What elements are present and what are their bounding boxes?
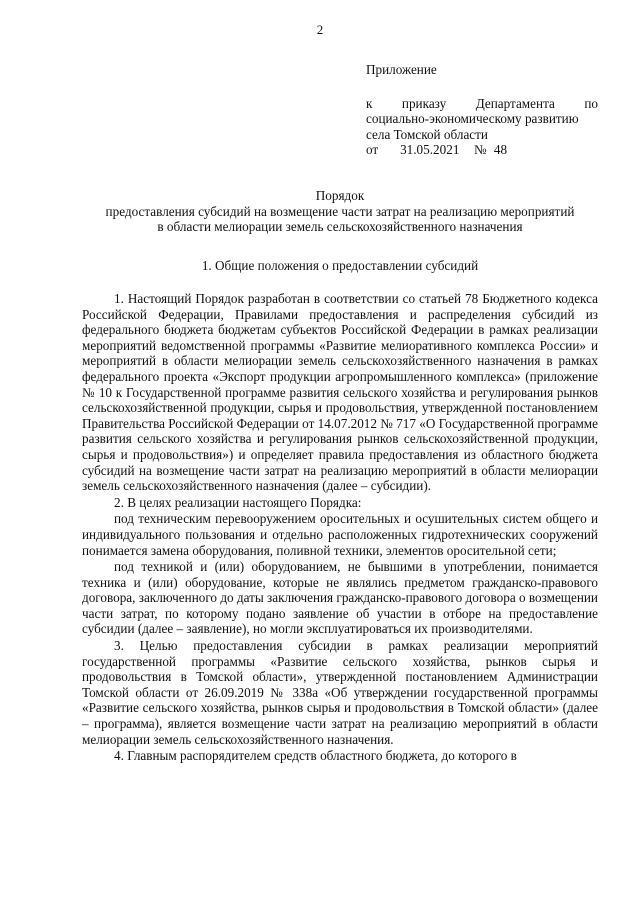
paragraph: 4. Главным распорядителем средств областного бюджета, до которого в [114,748,517,764]
heading-subtitle: предоставления субсидий на возмещение части затрат на реализацию мероприятий [105,203,575,219]
paragraph: 1. Настоящий Порядок разработан в соответствии со статьей 78 Бюджетного кодекса Российской Федерации, Правилами предоставления и распределения субсидий из федерального бюджета бюджетам субъектов Российской Федерации в рамках реализации мероприятий ведомственной программы «Развитие мелиоративного комплекса России» и мероприятий в области мелиорации земель сельскохозяйственного назначения в рамках федерального проекта «Экспорт продукции агропромышленного комплекса» (приложение № 10 к Государственной программе развития сельского хозяйства и регулирования рынков сельскохозяйственной продукции, сырья и продовольствия, утвержденной постановлением Правительства Российской Федерации от 14.07.2012 № 717 «О Государственной программе развития сельского хозяйства и регулирования рынков сельскохозяйственной продукции, сырья и продовольствия») и определяет правила предоставления из областного бюджета субсидий на возмещение части затрат на реализацию мероприятий в области мелиорации земель сельскохозяйственного назначения (далее – субсидии). [82,291,598,494]
appendix-date-line: от 31.05.2021 № 48 [366,142,508,158]
appendix-line: к приказу Департамента по [366,95,598,111]
section-title: 1. Общие положения о предоставлении субсидий [201,258,479,273]
appendix-block [366,62,598,158]
paragraph: под техникой и (или) оборудованием, не бывшими в употреблении, понимается техника и (или) оборудование, которые не являлись предметом гражданско-правового договора, заключенного до даты заключения гражданско-правового договора о возмещении части затрат, по которому подано заявление об участии в отборе на предоставление субсидии (далее – заявление), но могли эксплуатироваться их производителями. [82,559,598,637]
heading-subtitle: в области мелиорации земель сельскохозяйственного назначения [157,219,523,235]
document-body [82,291,598,764]
paragraph: 3. Целью предоставления субсидии в рамках реализации мероприятий государственной программы «Развитие сельского хозяйства, рынков сырья и продовольствия в Томской области», утвержденной постановлением Администрации Томской области от 26.09.2019 № 338а «Об утверждении государственной программы «Развитие сельского хозяйства, рынков сырья и продовольствия в Томской области» (далее – программа), является возмещение части затрат на реализацию мероприятий в области мелиорации земель сельскохозяйственного назначения. [82,638,598,747]
page-number: 2 [316,22,324,37]
paragraph: 2. В целях реализации настоящего Порядка: [114,494,362,510]
appendix-title: Приложение [366,62,437,77]
appendix-line: села Томской области [366,126,488,142]
document-heading [80,188,600,235]
paragraph: под техническим перевооружением оросительных и осушительных систем общего и индивидуального пользования и отдельно расположенных гидротехнических сооружений понимается замена оборудования, поливной техники, элементов оросительной сети; [82,511,598,558]
heading-title: Порядок [315,188,365,203]
appendix-line: социально-экономическому развитию [366,111,579,127]
